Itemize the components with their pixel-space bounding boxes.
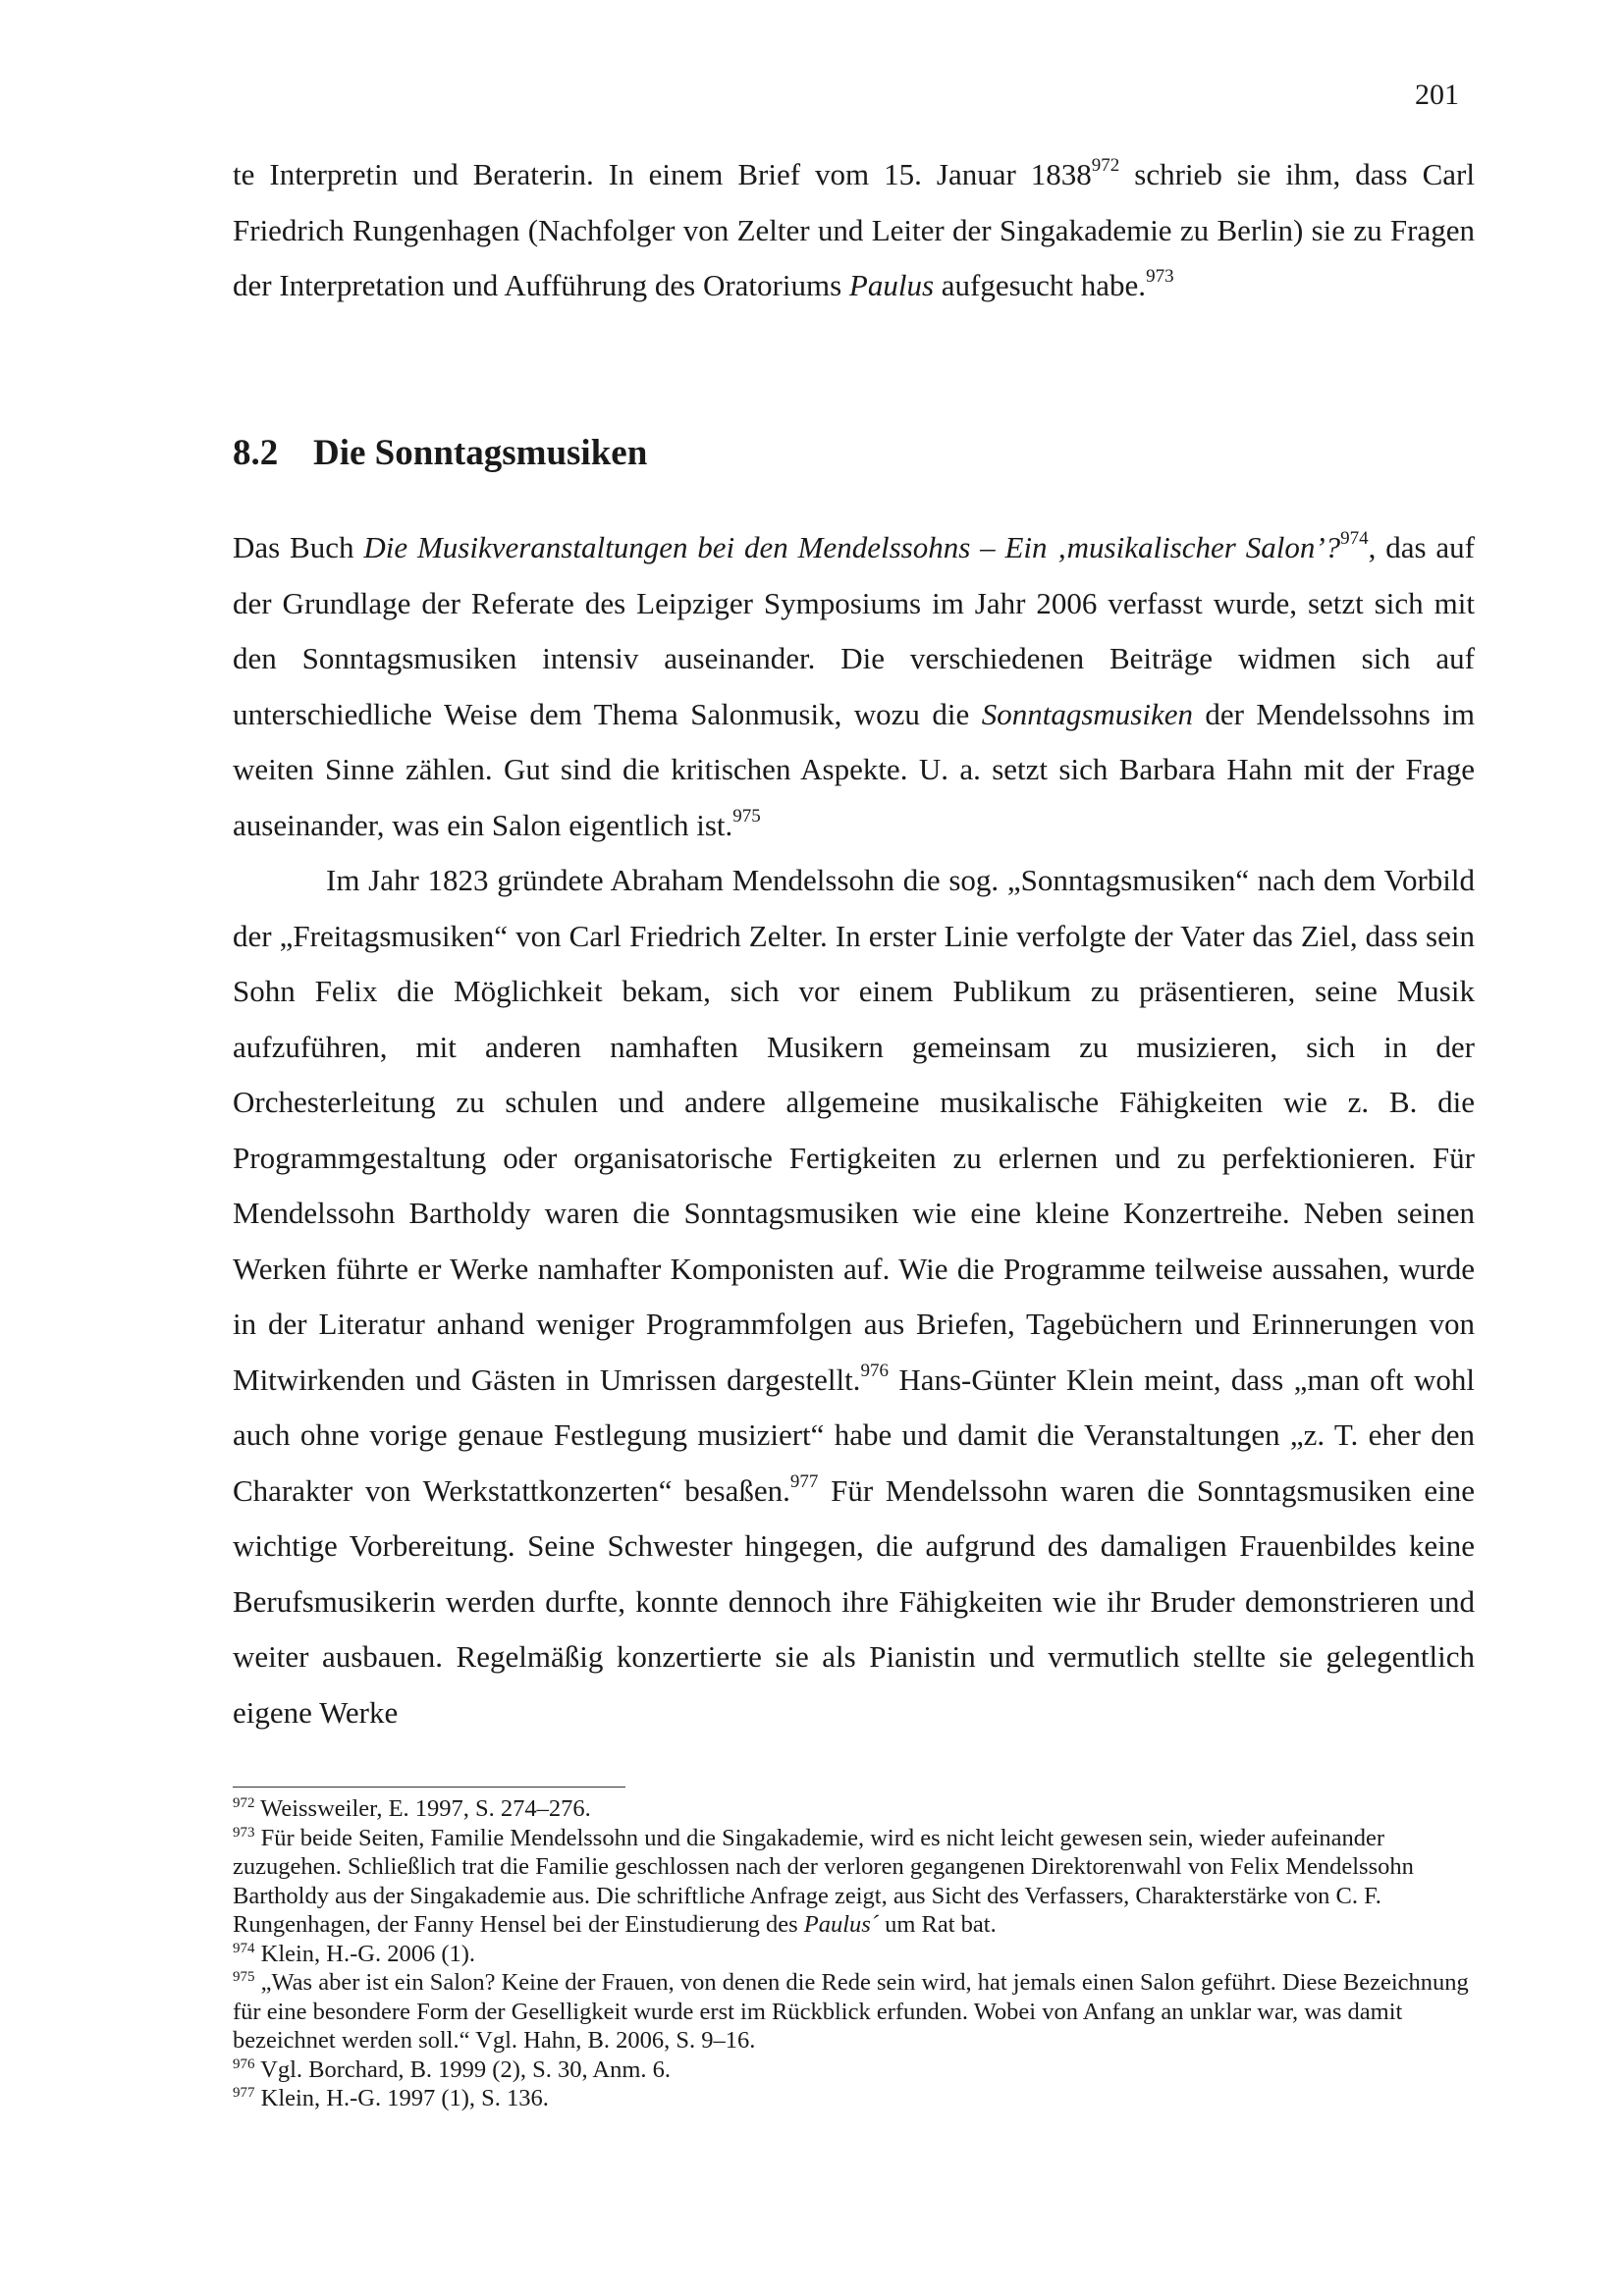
para1-italic-sonntagsmusiken: Sonntagsmusiken (981, 696, 1193, 731)
footnote-976 (233, 2056, 1475, 2085)
footnote-ref-972[interactable]: 972 (1091, 155, 1120, 176)
footnote-text: „Was aber ist ein Salon? Keine der Frauen, von denen die Rede sein wird, hat jemals einen Salon geführt. Diese Bezeichnung für eine besondere Form der Geselligkeit wurde erst im Rückblick erfunden. Wobei von Anfang an unklar war, was damit bezeichnet werden soll.“ Vgl. Hahn, B. 2006, S. 9–16. (233, 1969, 1469, 2054)
footnote-text-end: um Rat bat. (878, 1911, 997, 1938)
footnotes (233, 1794, 1475, 2113)
footnote-text: Vgl. Borchard, B. 1999 (2), S. 30, Anm. 6. (254, 2056, 672, 2083)
footnote-number: 973 (233, 1824, 255, 1841)
footnote-ref-975[interactable]: 975 (732, 805, 761, 827)
para2-text-3: Für Mendelssohn waren die Sonntagsmusiken eine wichtige Vorbereitung. Seine Schwester hingegen, die aufgrund des damaligen Frauenbildes keine Berufsmusikerin werden durfte, konnte dennoch ihre Fähigkeiten wie ihr Bruder demonstrieren und weiter ausbauen. Regelmäßig konzertierte sie als Pianistin und vermutlich stellte sie gelegentlich eigene Werke (233, 1472, 1475, 1730)
footnote-text: Klein, H.-G. 2006 (1). (254, 1940, 476, 1967)
footnote-ref-974[interactable]: 974 (1340, 528, 1369, 549)
footnote-separator (233, 1787, 625, 1788)
footnote-ref-973[interactable]: 973 (1146, 266, 1174, 287)
para1-text-2: , das auf der Grundlage der Referate des Leipziger Symposiums im Jahr 2006 verfasst wurde, setzt sich mit den Sonntagsmusiken intensiv auseinander. Die verschiedenen Beiträge widmen sich auf unterschiedliche Weise dem Thema Salonmusik, wozu die (233, 530, 1476, 731)
para2-text-2: Hans-Günter Klein meint, dass „man oft wohl auch ohne vorige genaue Festlegung musiziert“ habe und damit die Veranstaltungen „z. T. eher den Charakter von Werkstattkonzerten“ besaßen. (233, 1362, 1475, 1508)
footnote-text: Weissweiler, E. 1997, S. 274–276. (254, 1795, 591, 1822)
footnote-text: Für beide Seiten, Familie Mendelssohn und die Singakademie, wird es nicht leicht gewesen sein, wieder aufeinander zuzugehen. Schließlich trat die Familie geschlossen nach der verloren gegangenen Direktorenwahl von Felix Mendelssohn Bartholdy aus der Singakademie aus. Die schriftliche Anfrage zeigt, aus Sicht des Verfassers, Charakterstärke von C. F. Rungenhagen, der Fanny Hensel bei der Einstudierung des (233, 1824, 1414, 1938)
footnote-number: 974 (233, 1940, 255, 1956)
section-title: Die Sonntagsmusiken (313, 433, 648, 473)
para1-book-title: Die Musikveranstaltungen bei den Mendelssohns – Ein ‚musikalischer Salon’? (363, 530, 1341, 564)
footnote-ref-977[interactable]: 977 (789, 1470, 819, 1492)
page-number: 201 (1415, 79, 1459, 111)
intro-text-3: aufgesucht habe. (934, 268, 1147, 302)
intro-text-1: te Interpretin und Beraterin. In einem Brief vom 15. Januar 1838 (233, 157, 1092, 191)
section-body (233, 520, 1475, 1740)
footnote-number: 975 (233, 1969, 255, 1985)
intro-italic-paulus: Paulus (848, 268, 935, 302)
intro-text (233, 147, 1475, 314)
footnote-ref-976[interactable]: 976 (860, 1360, 889, 1381)
footnote-977 (233, 2084, 1475, 2113)
footnote-974 (233, 1940, 1475, 1969)
intro-paragraph (233, 147, 1475, 314)
footnote-972 (233, 1794, 1475, 1824)
intro-text-2: schrieb sie ihm, dass Carl Friedrich Rungenhagen (Nachfolger von Zelter und Leiter der Singakademie zu Berlin) sie zu Fragen der Interpretation und Aufführung des Oratoriums (233, 157, 1475, 302)
footnote-973 (233, 1824, 1475, 1940)
footnote-number: 976 (233, 2056, 255, 2072)
section-heading (233, 432, 647, 474)
section-number: 8.2 (233, 433, 279, 473)
para2-text-1: Im Jahr 1823 gründete Abraham Mendelssohn die sog. „Sonntagsmusiken“ nach dem Vorbild der „Freitagsmusiken“ von Carl Friedrich Zelter. In erster Linie verfolgte der Vater das Ziel, dass sein Sohn Felix die Möglichkeit bekam, sich vor einem Publikum zu präsentieren, seine Musik aufzuführen, mit anderen namhaften Musikern gemeinsam zu musizieren, sich in der Orchesterleitung zu schulen und andere allgemeine musikalische Fähigkeiten wie z. B. die Programmgestaltung oder organisatorische Fertigkeiten zu erlernen und zu perfektionieren. Für Mendelssohn Bartholdy waren die Sonntagsmusiken wie eine kleine Konzertreihe. Neben seinen Werken führte er Werke namhafter Komponisten auf. Wie die Programme teilweise aussahen, wurde in der Literatur anhand weniger Programmfolgen aus Briefen, Tagebüchern und Erinnerungen von Mitwirkenden und Gästen in Umrissen dargestellt. (233, 863, 1475, 1397)
paragraph-1 (233, 520, 1475, 853)
footnote-text: Klein, H.-G. 1997 (1), S. 136. (254, 2085, 549, 2111)
footnote-number: 977 (233, 2085, 255, 2101)
footnote-number: 972 (233, 1795, 255, 1811)
footnote-975 (233, 1968, 1475, 2056)
para1-text-1: Das Buch (233, 530, 364, 564)
para1-text-3: der Mendelssohns im weiten Sinne zählen. Gut sind die kritischen Aspekte. U. a. setzt sich Barbara Hahn mit der Frage auseinander, was ein Salon eigentlich ist. (233, 696, 1475, 842)
paragraph-2 (233, 853, 1475, 1740)
footnote-italic-paulus: Paulus´ (803, 1911, 879, 1938)
